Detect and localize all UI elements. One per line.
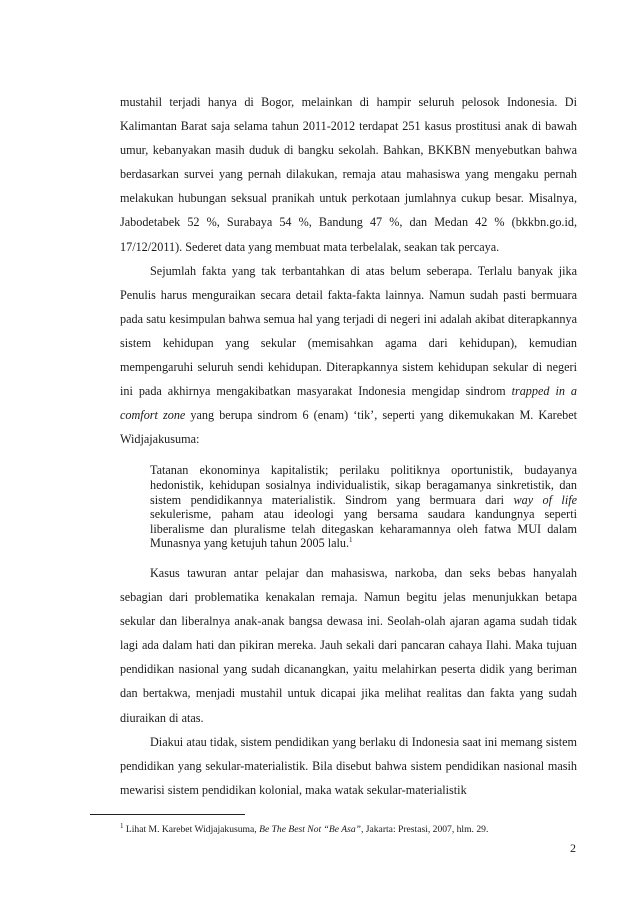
page-number: 2	[570, 841, 576, 855]
body-text	[120, 90, 577, 802]
quote-italic: way of life	[513, 492, 577, 507]
paragraph-4: Diakui atau tidak, sistem pendidikan yang berlaku di Indonesia saat ini memang sistem pendidikan yang sekular-materialistik. Bila disebut bahwa sistem pendidikan nasional masih mewarisi sistem pendidikan kolonial, maka watak sekular-materialistik	[120, 734, 577, 797]
paragraph-2-text-a: Sejumlah fakta yang tak terbantahkan di atas belum seberapa. Terlalu banyak jika Penulis harus menguraikan secara detail fakta-fakta lainnya. Namun sudah pasti bermuara pada satu kesimpulan bahwa semua hal yang terjadi di negeri ini adalah akibat diterapkannya sistem kehidupan yang sekular (memisahkan agama dari kehidupan), kemudian mempengaruhi seluruh sendi kehidupan. Diterapkannya sistem kehidupan sekular di negeri ini pada akhirnya mengakibatkan masyarakat Indonesia mengidap sindrom	[120, 263, 577, 399]
footnote-text-a: Lihat M. Karebet Widjajakusuma,	[123, 824, 260, 835]
paragraph-2-text-b: yang berupa sindrom 6 (enam) ‘tik’, seperti yang dikemukakan M. Karebet Widjajakusuma:	[120, 408, 577, 447]
paragraph-2-italic: trapped in a comfort zone	[120, 384, 577, 423]
block-quote	[150, 463, 577, 551]
footnote-text-b: Jakarta: Prestasi, 2007, hlm. 29.	[363, 824, 489, 835]
paragraph-2	[120, 259, 577, 452]
quote-text-b: sekulerisme, paham atau ideologi yang bersama saudara kandungnya seperti liberalisme dan pluralisme telah ditegaskan keharamannya oleh fatwa MUI dalam Munasnya yang ketujuh tahun 2005 lalu.	[150, 507, 577, 551]
paragraph-3: Kasus tawuran antar pelajar dan mahasiswa, narkoba, dan seks bebas hanyalah sebagian dari problematika kenakalan remaja. Namun begitu jelas menunjukkan betapa sekular dan liberalnya anak-anak bangsa dewasa ini. Seolah-olah ajaran agama sudah tidak lagi ada dalam hati dan pikiran mereka. Jauh sekali dari pancaran cahaya Ilahi. Maka tujuan pendidikan nasional yang sudah dicanangkan, yaitu melahirkan peserta didik yang beriman dan bertakwa, menjadi mustahil untuk dicapai jika melihat realitas dan fakta yang sudah diuraikan di atas.	[120, 565, 577, 725]
footnote	[120, 821, 580, 836]
footnote-ref[interactable]: 1	[349, 536, 353, 545]
footnote-divider	[90, 814, 245, 815]
footnote-title: Be The Best Not “Be Asa”,	[259, 824, 364, 835]
footnote-number: 1	[120, 821, 124, 830]
paragraph-1: mustahil terjadi hanya di Bogor, melainkan di hampir seluruh pelosok Indonesia. Di Kalimantan Barat saja selama tahun 2011-2012 terdapat 251 kasus prostitusi anak di bawah umur, kebanyakan masih duduk di bangku sekolah. Bahkan, BKKBN menyebutkan bahwa berdasarkan survei yang pernah dilakukan, remaja atau mahasiswa yang mengaku pernah melakukan hubungan seksual pranikah untuk perkotaan jumlahnya cukup besar. Misalnya, Jabodetabek 52 %, Surabaya 54 %, Bandung 47 %, dan Medan 42 % (bkkbn.go.id, 17/12/2011). Sederet data yang membuat mata terbelalak, seakan tak percaya.	[120, 95, 577, 254]
quote-text-a: Tatanan ekonominya kapitalistik; perilaku politiknya oportunistik, budayanya hedonistik, kehidupan sosialnya individualistik, sikap beragamanya sinkretistik, dan sistem pendidikannya materialistik. Sindrom yang bermuara dari	[150, 463, 577, 507]
